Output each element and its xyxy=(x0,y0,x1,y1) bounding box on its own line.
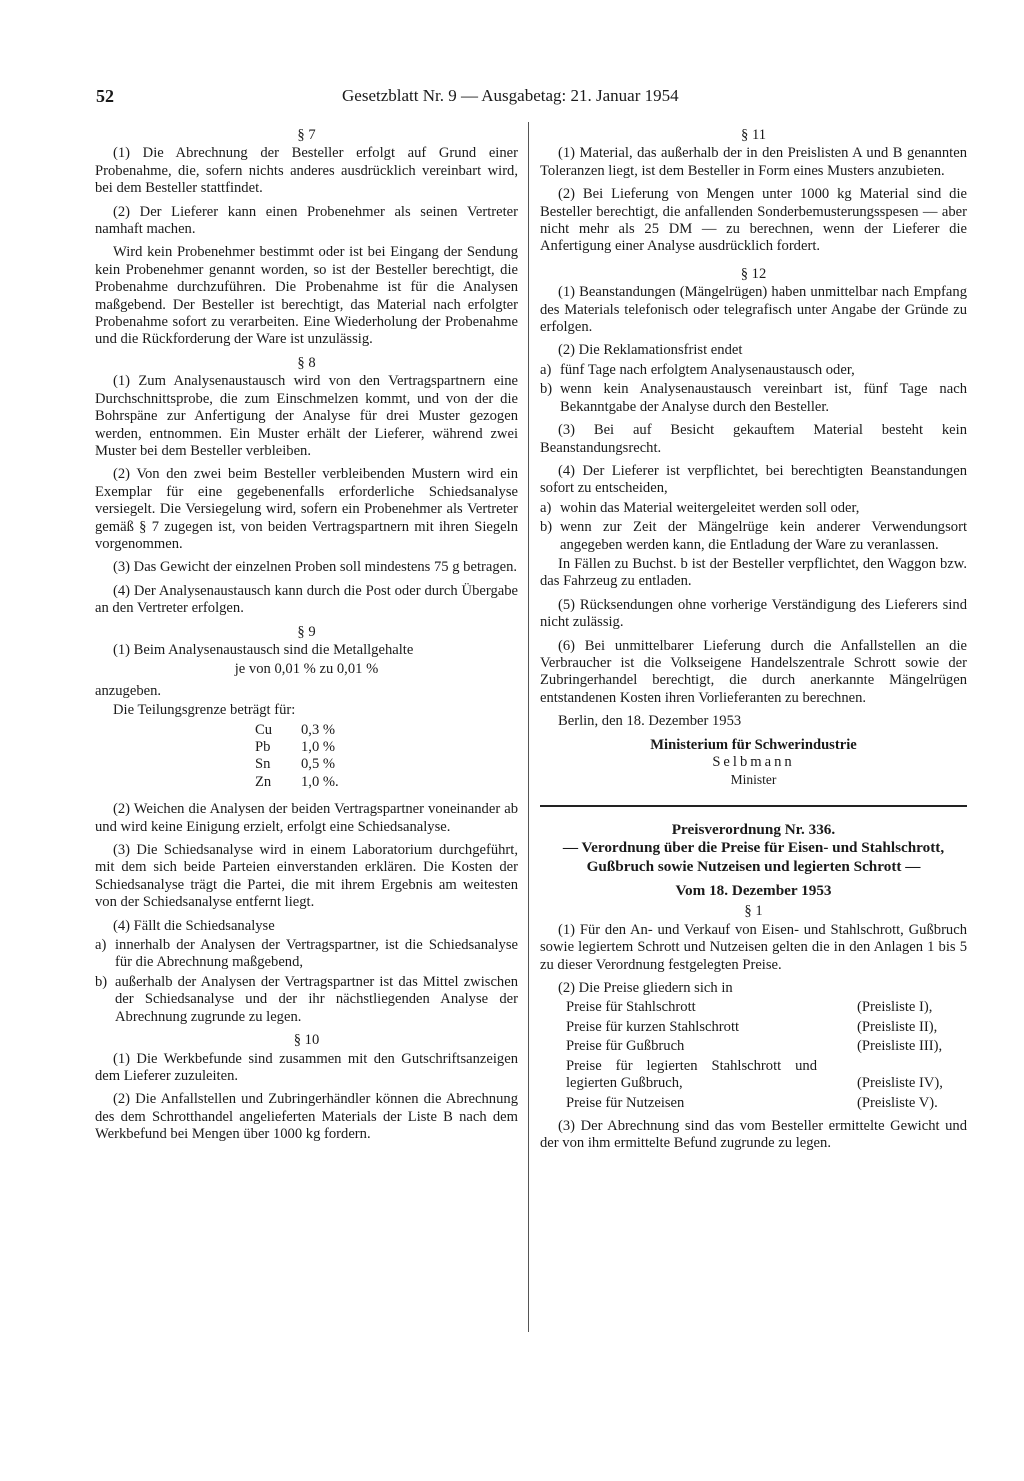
paragraph: (2) Weichen die Analysen der beiden Vertragspartner voneinander ab und wird keine Einigung erzielt, erfolgt eine Schiedsanalyse. xyxy=(95,801,518,835)
paragraph: (2) Von den zwei beim Besteller verbleibenden Mustern wird ein Exemplar für eine gegebenenfalls erforderliche Schiedsanalyse versiegelt. Die Versiegelung wird, sofern ein Probenehmer als Vertreter gemäß § 7 zugegen ist, von beiden Vertragspartnern mit ihren Siegeln vorgenommen. xyxy=(95,466,518,552)
section-heading: § 12 xyxy=(740,265,767,282)
left-column xyxy=(95,127,518,1150)
signatory-role: Minister xyxy=(730,772,777,788)
ministry-name: Ministerium für Schwerindustrie xyxy=(650,736,857,753)
list-item: b) wenn zur Zeit der Mängelrüge kein anderer Verwendungsort angegeben werden kann, die Entladung der Ware zu veranlassen. xyxy=(540,519,967,553)
list-item: a) innerhalb der Analysen der Vertragspartner, ist die Schiedsanalyse für die Abrechnung maßgebend, xyxy=(95,937,518,971)
paragraph: Die Teilungsgrenze beträgt für: xyxy=(113,702,296,719)
page-header xyxy=(96,80,966,110)
list-item: b) wenn kein Analysenaustausch vereinbart ist, fünf Tage nach Bekanntgabe der Analyse durch den Besteller. xyxy=(540,381,967,415)
price-list-row: Preise für Gußbruch (Preisliste III), xyxy=(566,1038,943,1055)
paragraph: (3) Der Abrechnung sind das vom Besteller ermittelte Gewicht und der von ihm ermittelte Befund zugrunde zu legen. xyxy=(540,1117,967,1152)
range-line: je von 0,01 % zu 0,01 % xyxy=(234,661,379,678)
paragraph: anzugeben. xyxy=(95,682,162,699)
list-item: b) außerhalb der Analysen der Vertragspartner ist das Mittel zwischen der Schiedsanalyse und der ihr nächstliegenden Analyse der Abrechnung zugrunde zu legen. xyxy=(95,973,518,1025)
paragraph: (1) Zum Analysenaustausch wird von den Vertragspartnern eine Durchschnittsprobe, die zum Einschmelzen kommt, und von der die Bohrspäne zur Anfertigung der Analyse für drei Muster gezogen werden, entnommen. Ein Muster erhält der Lieferer, während zwei Muster bei dem Besteller verbleiben. xyxy=(95,373,518,459)
list-item: a) wohin das Material weitergeleitet werden soll oder, xyxy=(540,499,860,516)
paragraph: (6) Bei unmittelbarer Lieferung durch die Anfallstellen an die Verbraucher ist die Volkseigene Handelszentrale Schrott sowie der Zubringerhandel berechtigt, die durch anerkannte Mängelrügen entstandenen Kosten ihren Vorlieferanten zu berechnen. xyxy=(540,637,967,706)
paragraph: (3) Die Schiedsanalyse wird in einem Laboratorium durchgeführt, mit dem sich beide Parteien einverstanden erklären. Die Kosten der Schiedsanalyse trägt die Partei, die mit ihrem Ergebnis am weitesten von der Schiedsanalyse entfernt liegt. xyxy=(95,842,518,911)
paragraph: (3) Das Gewicht der einzelnen Proben soll mindestens 75 g betragen. xyxy=(113,559,518,576)
signing-date: Berlin, den 18. Dezember 1953 xyxy=(558,713,742,730)
table-row: Cu 0,3 % xyxy=(255,721,336,738)
paragraph: (2) Die Reklamationsfrist endet xyxy=(558,342,743,359)
price-list-row: Preise für Nutzeisen (Preisliste V). xyxy=(566,1094,938,1111)
ordinance-title: — Verordnung über die Preise für Eisen- und Stahlschrott, Gußbruch sowie Nutzeisen und legierten Schrott — xyxy=(562,839,945,875)
section-heading: § 1 xyxy=(744,903,763,920)
paragraph: (2) Der Lieferer kann einen Probenehmer als seinen Vertreter namhaft machen. xyxy=(95,203,518,238)
list-item: a) fünf Tage nach erfolgtem Analysenaustausch oder, xyxy=(540,361,855,378)
paragraph: (2) Die Preise gliedern sich in xyxy=(558,980,733,997)
table-row: Sn 0,5 % xyxy=(255,756,336,773)
paragraph: (1) Die Werkbefunde sind zusammen mit den Gutschriftsanzeigen dem Lieferer zuzuleiten. xyxy=(95,1050,518,1084)
threshold-table xyxy=(255,722,518,792)
column-divider xyxy=(528,122,529,1332)
paragraph: (1) Beanstandungen (Mängelrügen) haben unmittelbar nach Empfang des Materials telefonisch oder telegrafisch unter Angabe der Gründe zu erfolgen. xyxy=(540,284,967,336)
price-list-row: Preise für kurzen Stahlschrott (Preisliste II), xyxy=(566,1018,938,1035)
paragraph: (2) Bei Lieferung von Mengen unter 1000 kg Material sind die Besteller berechtigt, die anfallenden Sonderbemusterungsspesen — aber nicht mehr als 25 DM — zu berechnen, wenn der Lieferer die Anfertigung einer Analyse ausdrücklich fordert. xyxy=(540,186,967,255)
paragraph: Wird kein Probenehmer bestimmt oder ist bei Eingang der Sendung kein Probenehmer genannt worden, so ist der Besteller berechtigt, die Probenahme durchzuführen. Die Probenahme ist für die Analysen maßgebend. Der Besteller ist berechtigt, das Material nach erfolgter Probenahme sofort zu verarbeiten. Eine Wiederholung der Probenahme und die Rückforderung der Ware ist unzulässig. xyxy=(95,244,518,348)
section-divider xyxy=(540,805,967,807)
section-heading: § 11 xyxy=(741,127,766,143)
paragraph: (5) Rücksendungen ohne vorherige Verständigung des Lieferers sind nicht zulässig. xyxy=(540,596,967,631)
paragraph: (3) Bei auf Besicht gekauftem Material besteht kein Beanstandungsrecht. xyxy=(540,422,967,456)
section-heading: § 7 xyxy=(297,127,316,143)
paragraph: (4) Der Lieferer ist verpflichtet, bei berechtigten Beanstandungen sofort zu entscheiden, xyxy=(540,462,967,497)
paragraph: (1) Die Abrechnung der Besteller erfolgt auf Grund einer Probenahme, die, sofern nichts anderes ausdrücklich vereinbart wird, bei dem Besteller stattfindet. xyxy=(95,145,518,197)
paragraph: In Fällen zu Buchst. b ist der Besteller verpflichtet, den Waggon bzw. das Fahrzeug zu entladen. xyxy=(540,555,967,590)
ordinance-number: Preisverordnung Nr. 336. xyxy=(671,820,836,838)
price-list-row: Preise für Stahlschrott (Preisliste I), xyxy=(566,999,933,1016)
paragraph: (2) Die Anfallstellen und Zubringerhändler können die Abrechnung des dem Schrotthandel angelieferten Materials der Liste B nach dem Werkbefund bei Mengen über 1000 kg fordern. xyxy=(95,1091,518,1143)
section-heading: § 9 xyxy=(297,623,316,640)
price-list-row: Preise für legierten Stahlschrott und legierten Gußbruch, (Preisliste IV), xyxy=(566,1057,943,1092)
page-number: 52 xyxy=(96,86,114,106)
paragraph: (1) Für den An- und Verkauf von Eisen- und Stahlschrott, Gußbruch sowie legiertem Schrott und Nutzeisen gelten die in den Anlagen 1 bis 5 zu dieser Verordnung festgelegten Preise. xyxy=(540,921,967,973)
gazette-title: Gesetzblatt Nr. 9 — Ausgabetag: 21. Januar 1954 xyxy=(342,86,679,105)
paragraph: (1) Material, das außerhalb der in den Preislisten A und B genannten Toleranzen liegt, ist dem Besteller in Form eines Musters anzubieten. xyxy=(540,145,967,179)
right-column xyxy=(540,127,967,1159)
paragraph: (4) Der Analysenaustausch kann durch die Post oder durch Übergabe an den Vertreter erfolgen. xyxy=(95,582,518,617)
signatory-name: Selbmann xyxy=(712,754,795,770)
table-row: Zn 1,0 %. xyxy=(255,773,339,790)
paragraph: (1) Beim Analysenaustausch sind die Metallgehalte xyxy=(113,641,414,658)
section-heading: § 10 xyxy=(293,1032,320,1049)
ordinance-date: Vom 18. Dezember 1953 xyxy=(675,882,832,900)
paragraph: (4) Fällt die Schiedsanalyse xyxy=(113,917,275,934)
table-row: Pb 1,0 % xyxy=(255,739,336,755)
section-heading: § 8 xyxy=(297,354,316,371)
